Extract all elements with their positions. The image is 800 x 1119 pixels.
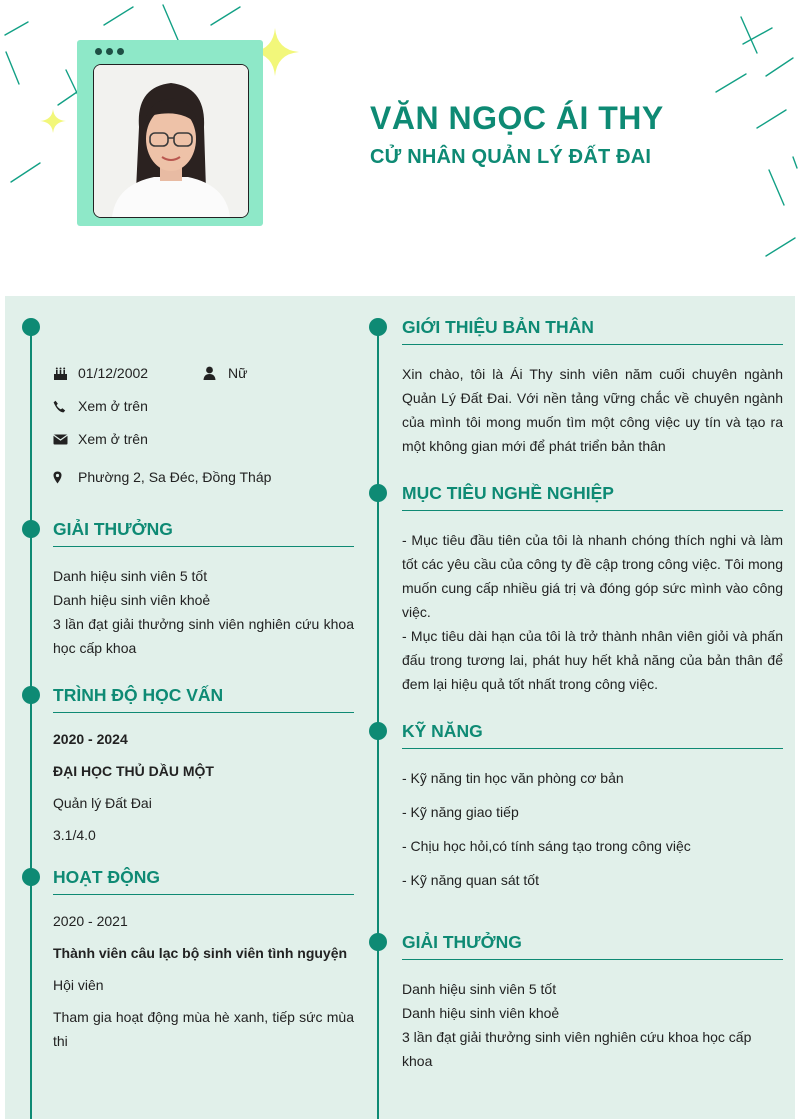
about-text: Xin chào, tôi là Ái Thy sinh viên năm cuối chuyên ngành Quản Lý Đất Đai. Với nền tảng vững chắc về chuyên ngành của mình tôi mong muốn tìm một công việc uy tín và tạo ra một không gian mới để phát triển bản thân	[402, 366, 783, 454]
section-title-activities: HOẠT ĐỘNG	[53, 867, 354, 895]
award-item: Danh hiệu sinh viên khoẻ	[53, 592, 211, 608]
award-item: Danh hiệu sinh viên 5 tốt	[53, 568, 208, 584]
timeline-dot	[369, 484, 387, 502]
cv-body	[5, 296, 795, 1119]
education-school: ĐẠI HỌC THỦ DẦU MỘT	[53, 763, 214, 779]
education-gpa: 3.1/4.0	[53, 827, 96, 843]
candidate-name: VĂN NGỌC ÁI THY	[370, 100, 664, 136]
objective-short-term: - Mục tiêu đầu tiên của tôi là nhanh chóng thích nghi và làm tốt các yêu cầu của công ty đề cập trong công việc. Tôi mong muốn cung cấp nhiều giá trị và đóng góp sức mình vào công việc.	[402, 532, 783, 620]
sparkle-small-icon	[40, 109, 66, 133]
phone-icon	[53, 400, 78, 413]
activity-description: Tham gia hoạt động mùa hè xanh, tiếp sức mùa thi	[53, 1009, 354, 1049]
envelope-icon	[53, 434, 78, 445]
birthday-cake-icon	[53, 366, 78, 381]
education-major: Quản lý Đất Đai	[53, 795, 152, 811]
awards-list	[53, 564, 354, 660]
window-dots	[95, 48, 124, 55]
job-title: CỬ NHÂN QUẢN LÝ ĐẤT ĐAI	[370, 146, 652, 168]
timeline-dot	[369, 933, 387, 951]
gender-value: Nữ	[228, 365, 248, 381]
objective-text	[402, 528, 783, 696]
award-item: 3 lần đạt giải thưởng sinh viên nghiên cứu khoa học cấp khoa	[53, 616, 354, 656]
address-value: Phường 2, Sa Đéc, Đồng Tháp	[78, 469, 272, 485]
section-title-objective: MỤC TIÊU NGHỀ NGHIỆP	[402, 483, 783, 511]
award-item: Danh hiệu sinh viên 5 tốt	[402, 981, 557, 997]
section-title-about: GIỚI THIỆU BẢN THÂN	[402, 317, 783, 345]
profile-photo-frame	[77, 40, 263, 226]
activity-period: 2020 - 2021	[53, 913, 128, 929]
email-value: Xem ở trên	[78, 431, 148, 447]
birthday-value: 01/12/2002	[78, 365, 149, 381]
objective-long-term: - Mục tiêu dài hạn của tôi là trở thành nhân viên giỏi và phấn đấu trong tương lai, phát huy hết khả năng của bản thân để đem lại hiệu quả tốt nhất trong công việc.	[402, 628, 783, 692]
education-period: 2020 - 2024	[53, 731, 128, 747]
award-item: Danh hiệu sinh viên khoẻ	[402, 1005, 560, 1021]
timeline-dot	[369, 722, 387, 740]
section-title-awards-right: GIẢI THƯỞNG	[402, 932, 783, 960]
activity-org: Thành viên câu lạc bộ sinh viên tình nguyện	[53, 945, 348, 961]
timeline-dot	[22, 318, 40, 336]
address-row	[53, 469, 271, 485]
award-item: 3 lần đạt giải thưởng sinh viên nghiên cứu khoa học cấp khoa	[402, 1029, 752, 1069]
skill-item: - Chịu học hỏi,có tính sáng tạo trong công việc	[402, 838, 691, 854]
skill-item: - Kỹ năng quan sát tốt	[402, 872, 539, 888]
timeline-dot	[369, 318, 387, 336]
profile-photo	[93, 64, 249, 218]
section-title-skills: KỸ NĂNG	[402, 721, 783, 749]
phone-value: Xem ở trên	[78, 398, 148, 414]
skill-item: - Kỹ năng giao tiếp	[402, 804, 519, 820]
timeline-dot	[22, 686, 40, 704]
timeline-dot	[22, 868, 40, 886]
awards-list-right	[402, 977, 783, 1073]
user-icon	[203, 366, 228, 380]
activity-role: Hội viên	[53, 977, 104, 993]
map-marker-icon	[53, 471, 78, 484]
birthday-row	[53, 365, 148, 381]
skill-item: - Kỹ năng tin học văn phòng cơ bản	[402, 770, 624, 786]
section-title-education: TRÌNH ĐỘ HỌC VẤN	[53, 685, 354, 713]
phone-row	[53, 398, 148, 414]
email-row	[53, 431, 148, 447]
gender-row	[203, 365, 247, 381]
timeline-dot	[22, 520, 40, 538]
section-title-awards: GIẢI THƯỞNG	[53, 519, 354, 547]
timeline-left	[30, 326, 32, 1119]
